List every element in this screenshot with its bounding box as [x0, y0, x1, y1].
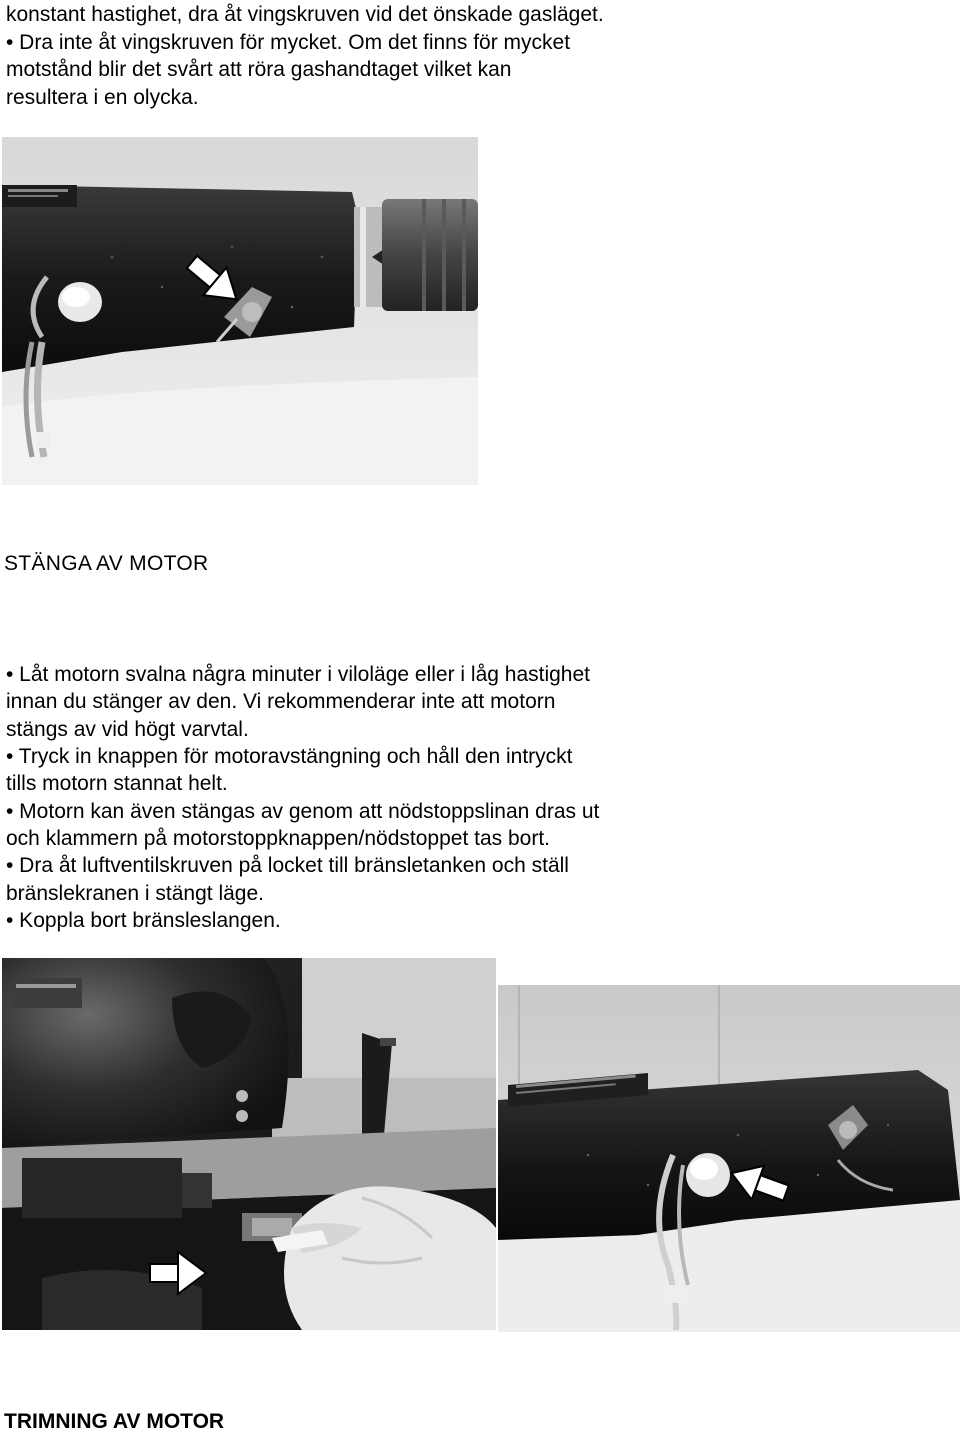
section-heading-trimning-av-motor: TRIMNING AV MOTOR	[4, 1410, 225, 1433]
section1-line-4: • Tryck in knappen för motoravstängning och håll den intryckt	[6, 745, 573, 768]
section1-line-9: bränslekranen i stängt läge.	[6, 882, 264, 905]
section1-line-2: innan du stänger av den. Vi rekommenderar inte att motorn	[6, 690, 556, 713]
section1-line-3: stängs av vid högt varvtal.	[6, 718, 249, 741]
photo-stop-button	[498, 985, 960, 1332]
intro-line-2: • Dra inte åt vingskruven för mycket. Om det finns för mycket	[6, 31, 571, 54]
photo-throttle-wing-screw	[2, 137, 478, 485]
intro-line-3: motstånd blir det svårt att röra gashandtaget vilket kan	[6, 58, 512, 81]
intro-line-4: resultera i en olycka.	[6, 86, 199, 109]
section1-line-5: tills motorn stannat helt.	[6, 772, 228, 795]
section1-line-10: • Koppla bort bränsleslangen.	[6, 909, 281, 932]
section1-line-1: • Låt motorn svalna några minuter i viloläge eller i låg hastighet	[6, 663, 591, 686]
section1-line-7: och klammern på motorstoppknappen/nödstoppet tas bort.	[6, 827, 550, 850]
photo-emergency-stop-lanyard	[2, 958, 496, 1330]
section-heading-stanga-av-motor: STÄNGA AV MOTOR	[4, 552, 209, 575]
section1-line-8: • Dra åt luftventilskruven på locket till bränsletanken och ställ	[6, 854, 569, 877]
intro-line-1: konstant hastighet, dra åt vingskruven vid det önskade gasläget.	[6, 3, 604, 26]
section1-line-6: • Motorn kan även stängas av genom att nödstoppslinan dras ut	[6, 800, 600, 823]
